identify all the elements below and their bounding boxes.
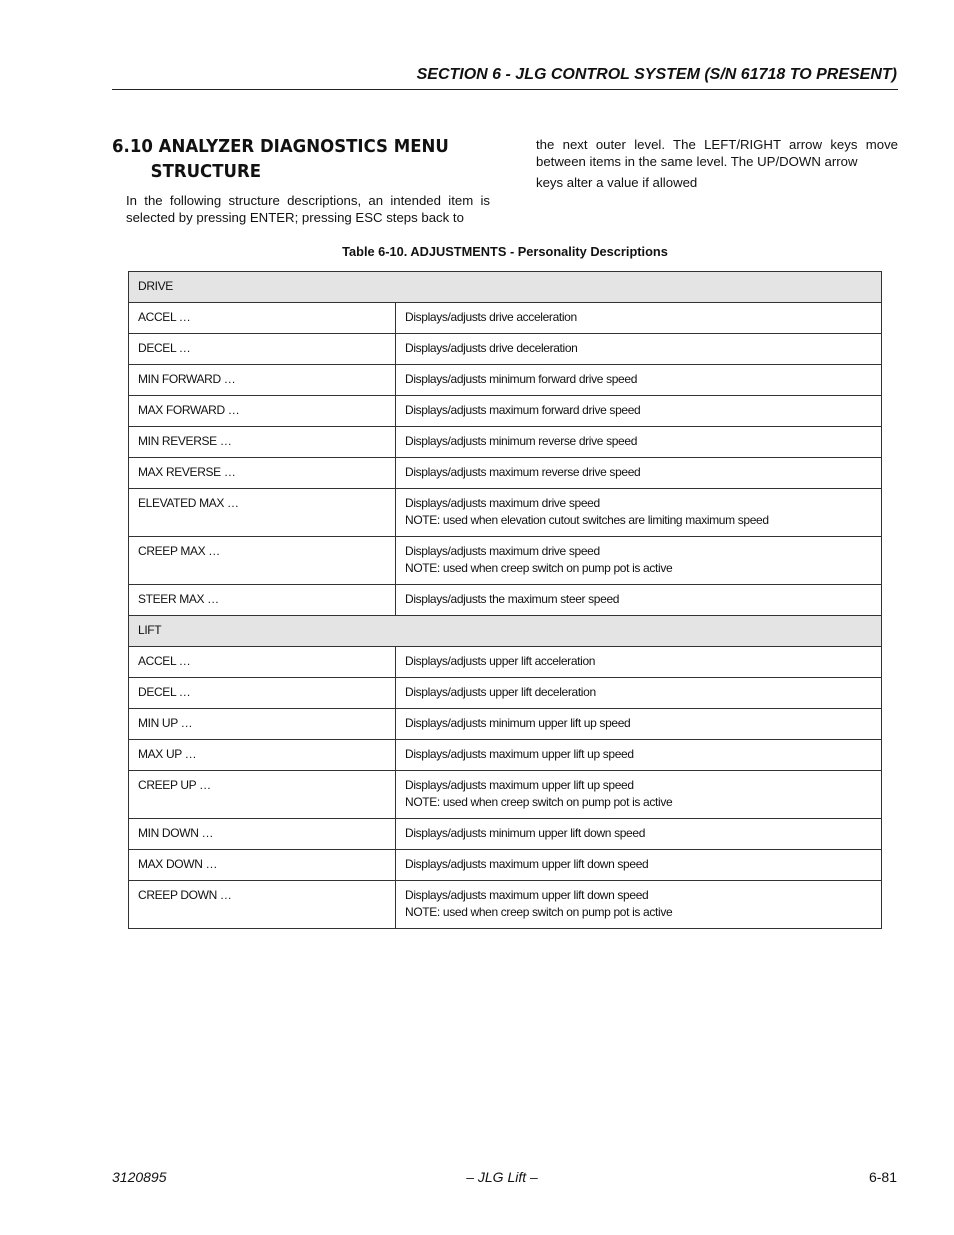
table-row — [129, 489, 882, 537]
intro-paragraph-left: In the following structure descriptions, an intended item is selected by pressing ENTER; pressing ESC steps back to — [126, 193, 490, 225]
description-cell — [396, 427, 882, 458]
menu-item-cell: MIN UP … — [129, 709, 396, 740]
table-body — [129, 272, 882, 929]
description-cell — [396, 819, 882, 850]
description-cell — [396, 850, 882, 881]
description-cell — [396, 489, 882, 537]
section-title-line1: ANALYZER DIAGNOSTICS MENU — [158, 136, 449, 157]
section-header-title: SECTION 6 - JLG CONTROL SYSTEM (S/N 61718 TO PRESENT) — [416, 66, 897, 83]
description-text: Displays/adjusts maximum forward drive speed — [405, 403, 641, 417]
section-title-line2: STRUCTURE — [150, 161, 262, 182]
description-text: Displays/adjusts maximum upper lift down speed — [405, 888, 649, 902]
table-row — [129, 881, 882, 929]
description-text: Displays/adjusts the maximum steer speed — [405, 592, 620, 606]
description-note: NOTE: used when elevation cutout switches are limiting maximum speed — [405, 513, 769, 527]
footer-page-number: 6-81 — [868, 1169, 897, 1185]
description-text: Displays/adjusts maximum upper lift up speed — [405, 747, 634, 761]
description-text: Displays/adjusts minimum upper lift down speed — [405, 826, 646, 840]
header-rule — [112, 89, 898, 90]
table-row — [129, 396, 882, 427]
description-note: NOTE: used when creep switch on pump pot is active — [405, 561, 673, 575]
description-cell — [396, 537, 882, 585]
footer-doc-number: 3120895 — [112, 1169, 167, 1185]
description-cell — [396, 303, 882, 334]
table-row — [129, 365, 882, 396]
menu-item-cell: CREEP UP … — [129, 771, 396, 819]
table-row — [129, 334, 882, 365]
menu-item-cell: MIN DOWN … — [129, 819, 396, 850]
description-note: NOTE: used when creep switch on pump pot is active — [405, 905, 673, 919]
menu-item-cell: DECEL … — [129, 678, 396, 709]
table-group-row — [129, 272, 882, 303]
menu-item-cell: MAX REVERSE … — [129, 458, 396, 489]
description-cell — [396, 585, 882, 616]
description-cell — [396, 396, 882, 427]
description-text: Displays/adjusts maximum upper lift down speed — [405, 857, 649, 871]
description-cell — [396, 881, 882, 929]
table-row — [129, 819, 882, 850]
table-row — [129, 303, 882, 334]
description-cell — [396, 647, 882, 678]
footer-publisher: – JLG Lift – — [466, 1169, 538, 1185]
menu-item-cell: MIN REVERSE … — [129, 427, 396, 458]
table-row — [129, 585, 882, 616]
description-text: Displays/adjusts maximum drive speed — [405, 496, 600, 510]
group-name: DRIVE — [129, 272, 882, 303]
description-text: Displays/adjusts upper lift acceleration — [405, 654, 596, 668]
description-cell — [396, 334, 882, 365]
table-row — [129, 647, 882, 678]
table-row — [129, 678, 882, 709]
description-text: Displays/adjusts maximum drive speed — [405, 544, 600, 558]
menu-item-cell: CREEP DOWN … — [129, 881, 396, 929]
section-number: 6.10 — [112, 136, 153, 157]
description-cell — [396, 740, 882, 771]
menu-item-cell: STEER MAX … — [129, 585, 396, 616]
personality-descriptions-table — [128, 271, 882, 929]
menu-item-cell: ACCEL … — [129, 647, 396, 678]
table-row — [129, 458, 882, 489]
menu-item-cell: MAX FORWARD … — [129, 396, 396, 427]
menu-item-cell: ELEVATED MAX … — [129, 489, 396, 537]
menu-item-cell: DECEL … — [129, 334, 396, 365]
description-text: Displays/adjusts upper lift deceleration — [405, 685, 596, 699]
menu-item-cell: MAX UP … — [129, 740, 396, 771]
intro-right-text-last: keys alter a value if allowed — [536, 175, 698, 190]
description-text: Displays/adjusts drive deceleration — [405, 341, 578, 355]
group-name: LIFT — [129, 616, 882, 647]
table-group-row — [129, 616, 882, 647]
intro-right-text: the next outer level. The LEFT/RIGHT arrow keys move between items in the same level. The UP/DOWN arrow — [536, 137, 898, 169]
table-row — [129, 771, 882, 819]
description-text: Displays/adjusts minimum upper lift up speed — [405, 716, 631, 730]
description-text: Displays/adjusts drive acceleration — [405, 310, 577, 324]
description-text: Displays/adjusts maximum reverse drive speed — [405, 465, 641, 479]
description-text: Displays/adjusts minimum reverse drive speed — [405, 434, 638, 448]
intro-paragraph-right — [536, 136, 898, 191]
menu-item-cell: ACCEL … — [129, 303, 396, 334]
description-cell — [396, 678, 882, 709]
description-note: NOTE: used when creep switch on pump pot is active — [405, 795, 673, 809]
table-row — [129, 709, 882, 740]
table-row — [129, 740, 882, 771]
table-caption: Table 6-10. ADJUSTMENTS - Personality Descriptions — [342, 244, 668, 259]
menu-item-cell: MIN FORWARD … — [129, 365, 396, 396]
section-heading — [112, 134, 462, 184]
table-row — [129, 427, 882, 458]
table-row — [129, 850, 882, 881]
description-text: Displays/adjusts maximum upper lift up speed — [405, 778, 634, 792]
menu-item-cell: MAX DOWN … — [129, 850, 396, 881]
description-cell — [396, 709, 882, 740]
table-row — [129, 537, 882, 585]
description-cell — [396, 458, 882, 489]
description-cell — [396, 365, 882, 396]
menu-item-cell: CREEP MAX … — [129, 537, 396, 585]
description-text: Displays/adjusts minimum forward drive speed — [405, 372, 638, 386]
description-cell — [396, 771, 882, 819]
